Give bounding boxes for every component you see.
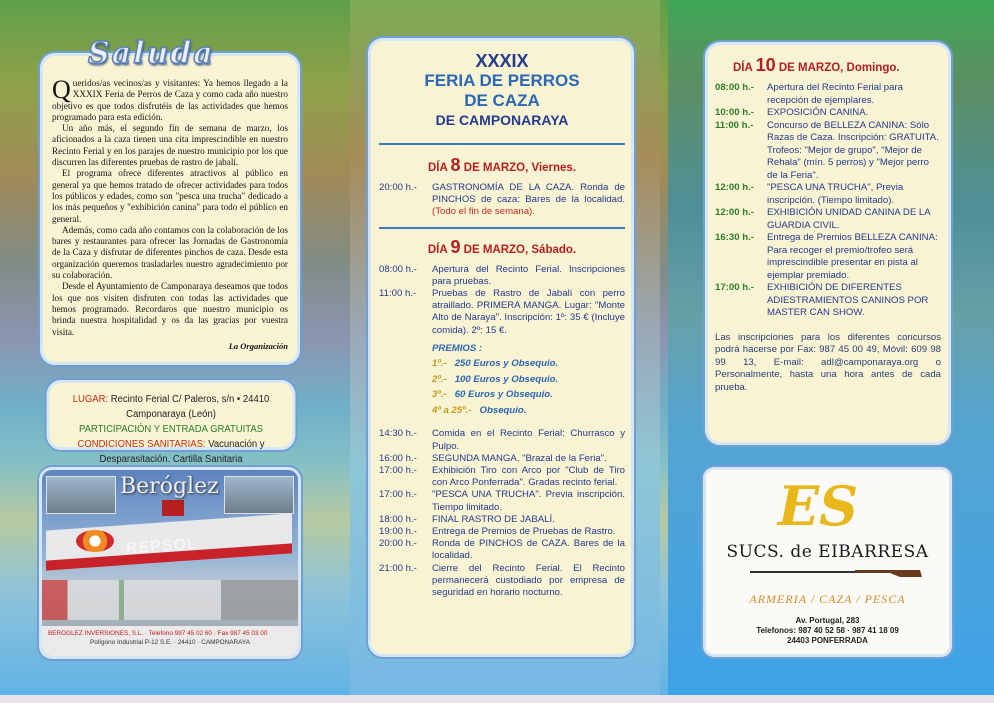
event-text: Pruebas de Rastro de Jabalí con perro atraillado. PRIMERA MANGA. Lugar: "Monte Alto de Naraya". Inscripción: 1º: 35 € (Incluye comida). 2º: 15 €. (432, 288, 625, 336)
event-row (379, 288, 625, 337)
day-10-heading (715, 55, 941, 76)
eibarresa-address: Av. Portugal, 283 (795, 616, 860, 625)
event-time: 20:00 h.- (379, 182, 417, 193)
event-row (379, 563, 625, 600)
day-number: 8 (450, 155, 461, 175)
beroglez-footer (42, 626, 298, 656)
event-text: "PESCA UNA TRUCHA", Previa inscripción. (Tiempo limitado). (767, 182, 904, 206)
premio-item (432, 372, 625, 388)
event-time: 16:30 h.- (715, 232, 754, 243)
beroglez-ad (42, 470, 298, 656)
event-row (715, 232, 941, 282)
repsol-logo-icon (76, 530, 114, 552)
rifle-icon (750, 568, 922, 578)
fair-title-line2: DE CAZA (464, 91, 540, 110)
event-note: (Todo el fin de semana). (432, 206, 535, 218)
premio-text: Obsequio. (479, 404, 527, 416)
event-row (379, 182, 625, 219)
event-time: 12:00 h.- (715, 182, 754, 193)
event-row (379, 526, 625, 538)
event-text: Ronda de PINCHOS de CAZA. Bares de la localidad. (432, 538, 625, 562)
eibarresa-logo: ES (778, 474, 859, 538)
saluda-paragraph: Desde el Ayuntamiento de Camponaraya deseamos que todos los que nos visiten disfruten con todas las actividades que hemos programado. Recordaros que nuestro municipio os brinda nuestra hospitalidad y os da las gracias por vuestra visita. (52, 281, 288, 337)
event-text: GASTRONOMÍA DE LA CAZA. Ronda de PINCHOS de caza: Bares de la localidad. (432, 182, 625, 206)
beroglez-brand: Beróglez (120, 474, 219, 499)
eibarresa-phones: Telefonos: 987 40 52 58 · 987 41 18 09 (756, 626, 899, 635)
event-row (379, 489, 625, 513)
event-row (379, 465, 625, 489)
premio-item (432, 387, 625, 403)
sunday-panel (708, 45, 948, 442)
premio-item (432, 403, 625, 419)
edition-title: XXXIX (475, 51, 529, 71)
event-text: Entrega de Premios de Pruebas de Rastro. (432, 525, 616, 537)
inscripciones-text: Las inscripciones para los diferentes concursos podrá hacerse por Fax: 987 45 00 49, Móvil: 609 98 99 13, E-mail: adl@camponaraya.org o Personalmente, hasta una hora antes de cada prueba. (715, 331, 941, 393)
condiciones-text: Vacunación y Desparasitación. Cartilla Sanitaria (99, 439, 265, 465)
premio-item (432, 356, 625, 372)
lugar-label: LUGAR: (72, 394, 109, 405)
premio-rank: 2º.- (432, 373, 447, 385)
premios-list (432, 341, 625, 419)
event-time: 11:00 h.- (379, 288, 417, 300)
day-prefix: DÍA (427, 162, 448, 174)
day-number: 10 (755, 55, 776, 75)
event-row (715, 182, 941, 207)
event-time: 17:00 h.- (715, 282, 754, 293)
eibarresa-contact (706, 616, 949, 646)
day-suffix: DE MARZO, Domingo. (778, 62, 900, 74)
event-row (715, 282, 941, 320)
premio-text: 100 Euros y Obsequio. (454, 373, 559, 385)
event-time: 16:00 h.- (379, 452, 417, 464)
event-row (379, 514, 625, 526)
day-8-heading (379, 155, 625, 176)
premios-title: PREMIOS : (432, 342, 483, 354)
event-text: EXHIBICIÓN DE DIFERENTES ADIESTRAMIENTOS CANINOS POR MASTER CAN SHOW. (767, 282, 929, 318)
saluda-panel (43, 56, 297, 362)
eibarresa-ad (706, 470, 949, 654)
premio-text: 60 Euros y Obsequio. (454, 389, 553, 401)
lugar-text: Recinto Ferial C/ Paleros, s/n • 24410 Camponaraya (León) (110, 394, 270, 420)
day-number: 9 (450, 236, 461, 257)
event-row (379, 453, 625, 465)
participacion-text: PARTICIPACIÓN Y ENTRADA GRATUITAS (78, 424, 264, 435)
bottom-strip (0, 695, 994, 703)
event-text: EXPOSICIÓN CANINA. (767, 107, 869, 118)
event-time: 10:00 h.- (715, 107, 754, 118)
program-panel (371, 41, 631, 654)
beroglez-contact: BEROGLEZ INVERSIONES, S.L. · Telefono 987 45 02 60 · Fax 987 45 03 00 (48, 630, 268, 637)
brand-logo-block (162, 500, 184, 516)
eibarresa-tagline: ARMERIA / CAZA / PESCA (749, 592, 906, 606)
saluda-paragraph: Un año más, el segundo fin de semana de marzo, los aficionados a la caza tienen una cita imprescindible en nuestro Recinto Ferial y en los parajes de nuestro municipio por los que discurren las diferentes pruebas de rastro de jabalí. (52, 123, 288, 168)
event-row (379, 428, 625, 452)
event-time: 14:30 h.- (379, 428, 417, 440)
divider (379, 227, 625, 229)
premio-rank: 4º a 25º.- (432, 404, 472, 416)
premio-rank: 1º.- (432, 358, 447, 370)
event-text: FINAL RASTRO DE JABALÍ. (432, 513, 555, 525)
fair-title-line3: DE CAMPONARAYA (435, 112, 569, 128)
event-text: Comida en el Recinto Ferial: Churrasco y Pulpo. (432, 428, 625, 452)
event-time: 21:00 h.- (379, 562, 417, 574)
day-prefix: DÍA (427, 243, 448, 256)
event-time: 20:00 h.- (379, 538, 417, 550)
saluda-paragraph: Además, como cada año contamos con la colaboración de los bares y restaurantes para ofrecer las Jornadas de Gastronomía de la Caza y disfrutar de diferentes pinchos de caza. Desde esta organización queremos trasladarles nuestro agradecimiento por su colaboración. (52, 224, 288, 281)
event-row (715, 107, 941, 120)
station-thumbnail (46, 476, 116, 514)
condiciones-label: CONDICIONES SANITARIAS: (77, 439, 206, 450)
event-text: SEGUNDA MANGA. "Brazal de la Feria". (432, 452, 607, 464)
beroglez-address: Polígono Industrial P-12 S.E. · 24410 · CAMPONARAYA (90, 639, 250, 646)
event-text: Concurso de BELLEZA CANINA: Sólo Razas de Caza. Inscripción: GRATUITA. Trofeos: "Mejor de grupo", "Mejor de Rehala" (mín. 5 perros) y "Mejor perro de la Feria". (767, 119, 939, 181)
eibarresa-name: SUCS. de EIBARRESA (726, 542, 929, 562)
event-text: Exhibición Tiro con Arco por "Club de Tiro con Arco Ponferrada". Gradas recinto ferial. (432, 464, 625, 489)
event-row (715, 120, 941, 183)
info-panel (49, 383, 292, 465)
event-text: Entrega de Premios BELLEZA CANINA: Para recoger el premio/trofeo será imprescindible presentar en pista al ejemplar premiado. (767, 232, 938, 281)
event-time: 12:00 h.- (715, 207, 754, 218)
day-suffix: DE MARZO, Viernes. (463, 162, 577, 174)
event-text: Cierre del Recinto Ferial. El Recinto permanecerá custodiado por empresa de seguridad en horario nocturno. (432, 562, 625, 598)
eibarresa-city: 24403 PONFERRADA (787, 636, 868, 645)
divider (379, 143, 625, 145)
day-suffix: DE MARZO, Sábado. (463, 243, 577, 256)
saluda-paragraph: ueridos/as vecinos/as y visitantes: Ya hemos llegado a la XXXIX Feria de Perros de Caza y como cada año nuestro objetivo es que todos disfrutéis de las actividades que hemos programado para esta edición. (52, 78, 288, 122)
event-time: 11:00 h.- (715, 119, 754, 131)
event-time: 17:00 h.- (379, 489, 417, 501)
event-time: 19:00 h.- (379, 525, 417, 537)
event-time: 08:00 h.- (715, 82, 754, 93)
event-row (715, 82, 941, 107)
event-description (432, 182, 625, 219)
day-9-heading (379, 237, 625, 258)
event-text: Apertura del Recinto Ferial para recepción de ejemplares. (767, 82, 903, 106)
event-row (379, 538, 625, 562)
event-text: Apertura del Recinto Ferial. Inscripciones para pruebas. (432, 263, 625, 287)
event-time: 18:00 h.- (379, 513, 417, 525)
event-row (379, 264, 625, 288)
saluda-paragraph: El programa ofrece diferentes atractivos al público en general ya que hemos tratado de ofrecer actividades para todos los públicos y edades, como son "pesca una trucha" dedicado a los más pequeños y "exhibición canina" para todo el público en general. (52, 168, 288, 224)
gas-station-building (42, 580, 298, 620)
fair-title-line1: FERIA DE PERROS (424, 71, 580, 90)
signature: La Organización (228, 340, 288, 351)
station-thumbnail (224, 476, 294, 514)
day-prefix: DÍA (733, 62, 753, 74)
premio-rank: 3º.- (432, 389, 447, 401)
premio-text: 250 Euros y Obsequio. (454, 358, 559, 370)
saluda-title: Saluda (88, 36, 215, 71)
event-time: 17:00 h.- (379, 464, 417, 476)
event-row (715, 207, 941, 232)
event-time: 08:00 h.- (379, 263, 417, 275)
repsol-text: REPSOL (125, 535, 199, 558)
dropcap: Q (52, 75, 71, 104)
event-text: "PESCA UNA TRUCHA". Previa inscripción. Tiempo limitado. (432, 489, 625, 513)
event-text: EXHIBICIÓN UNIDAD CANINA DE LA GUARDIA CIVIL. (767, 207, 931, 231)
